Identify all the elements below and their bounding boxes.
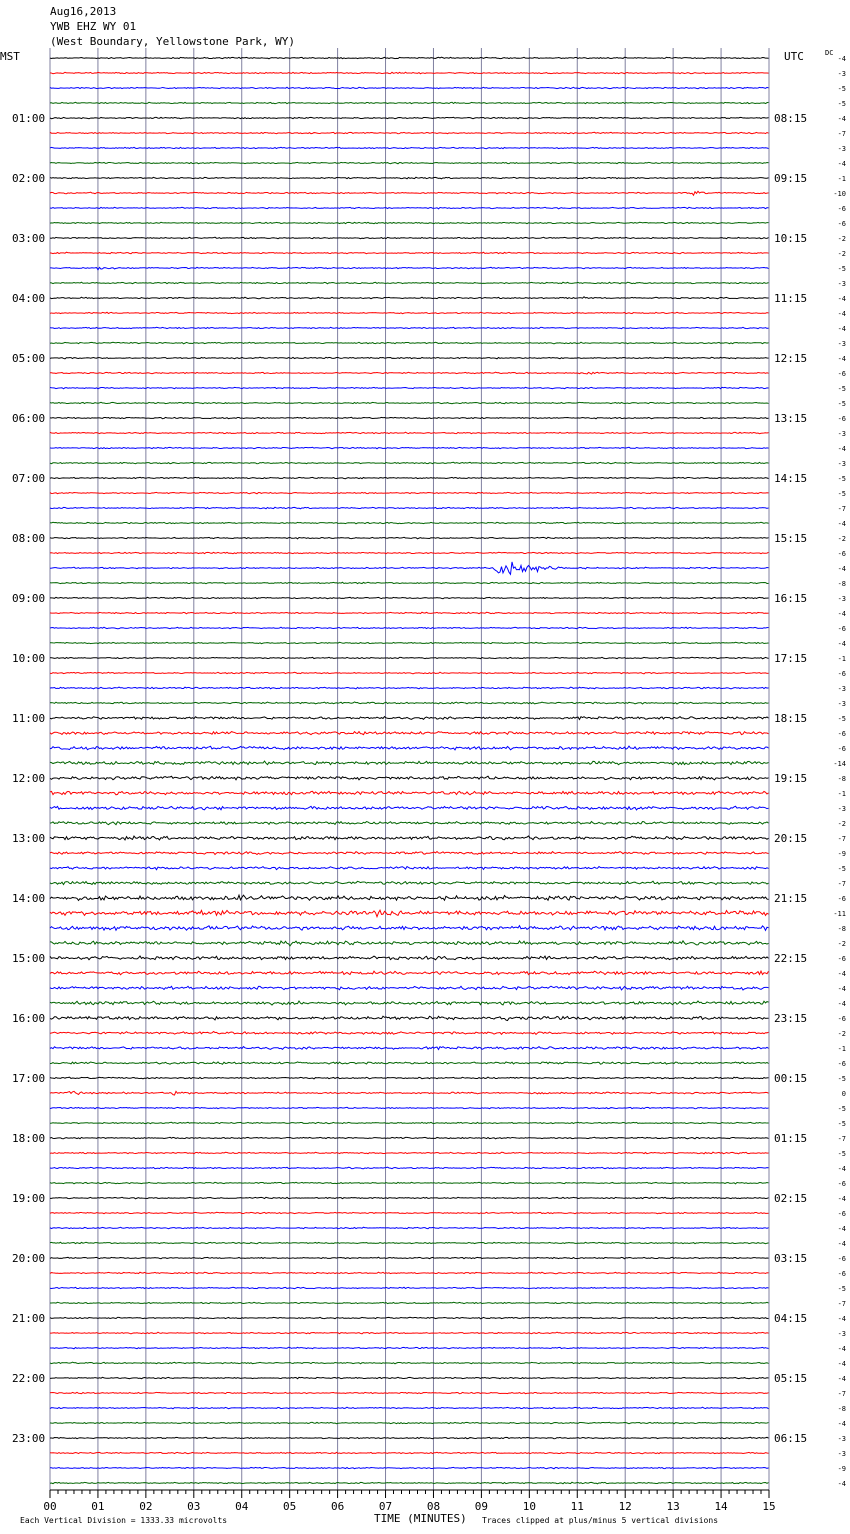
trace-line: [50, 102, 769, 103]
trace-line: [50, 867, 769, 870]
trace-line: [50, 1212, 769, 1214]
x-tick-label: 00: [43, 1500, 57, 1513]
dc-offset-label: -5: [837, 715, 846, 723]
trace-line: [50, 1001, 769, 1005]
trace-line: [50, 761, 769, 765]
left-hour-label: 19:00: [12, 1192, 46, 1205]
trace-line: [50, 612, 769, 614]
dc-offset-label: -3: [837, 70, 846, 78]
trace-line: [50, 1392, 769, 1393]
right-hour-label: 22:15: [774, 952, 808, 965]
x-tick-label: 15: [762, 1500, 776, 1513]
dc-offset-label: -8: [837, 580, 846, 588]
left-hour-label: 11:00: [12, 712, 46, 725]
dc-offset-label: -6: [837, 205, 846, 213]
trace-line: [50, 177, 769, 179]
right-hour-label: 06:15: [774, 1432, 808, 1445]
dc-offset-label: -5: [837, 1075, 846, 1083]
left-hour-label: 20:00: [12, 1252, 46, 1265]
dc-offset-label: -2: [837, 1030, 846, 1038]
trace-line: [50, 1016, 769, 1020]
right-hour-label: 20:15: [774, 832, 808, 845]
trace-line: [50, 117, 769, 118]
dc-offset-label: -5: [837, 385, 846, 393]
trace-line: [50, 732, 769, 735]
dc-offset-label: -5: [837, 1120, 846, 1128]
dc-offset-label: -4: [837, 970, 846, 978]
left-hour-label: 10:00: [12, 652, 46, 665]
trace-line: [50, 162, 769, 163]
trace-line: [50, 1062, 769, 1064]
trace-line: [50, 627, 769, 629]
dc-offset-label: -1: [837, 790, 846, 798]
trace-line: [50, 910, 769, 916]
trace-line: [50, 507, 769, 509]
left-hour-label: 05:00: [12, 352, 46, 365]
dc-offset-label: -2: [837, 235, 846, 243]
right-hour-label: 21:15: [774, 892, 808, 905]
dc-offset-label: -3: [837, 1435, 846, 1443]
dc-offset-label: -3: [837, 1330, 846, 1338]
right-hour-label: 04:15: [774, 1312, 808, 1325]
trace-line: [50, 1257, 769, 1258]
x-tick-label: 02: [139, 1500, 153, 1513]
dc-offset-label: -4: [837, 1420, 846, 1428]
trace-line: [50, 132, 769, 133]
left-hour-label: 12:00: [12, 772, 46, 785]
trace-line: [50, 1377, 769, 1378]
trace-line: [50, 687, 769, 689]
left-hour-label: 13:00: [12, 832, 46, 845]
dc-offset-label: -7: [837, 505, 846, 513]
trace-line: [50, 1242, 769, 1243]
dc-offset-label: -8: [837, 1405, 846, 1413]
dc-offset-label: -5: [837, 1105, 846, 1113]
dc-offset-label: -4: [837, 1195, 846, 1203]
dc-offset-label: -8: [837, 775, 846, 783]
dc-offset-label: -4: [837, 565, 846, 573]
dc-offset-label: -4: [837, 1375, 846, 1383]
right-hour-label: 08:15: [774, 112, 808, 125]
dc-offset-label: -4: [837, 445, 846, 453]
right-hour-label: 14:15: [774, 472, 808, 485]
dc-offset-label: -3: [837, 145, 846, 153]
mst-label: MST: [0, 50, 20, 63]
trace-line: [50, 702, 769, 704]
trace-line: [50, 342, 769, 344]
dc-offset-label: -4: [837, 1240, 846, 1248]
dc-offset-label: -6: [837, 1255, 846, 1263]
x-tick-label: 11: [570, 1500, 584, 1513]
trace-line: [50, 237, 769, 239]
trace-line: [50, 582, 769, 583]
left-hour-label: 23:00: [12, 1432, 46, 1445]
right-hour-label: 17:15: [774, 652, 808, 665]
trace-line: [50, 312, 769, 313]
right-hour-label: 02:15: [774, 1192, 808, 1205]
trace-line: [50, 207, 769, 209]
trace-line: [50, 822, 769, 825]
right-hour-label: 15:15: [774, 532, 808, 545]
dc-offset-label: -6: [837, 550, 846, 558]
left-hour-label: 08:00: [12, 532, 46, 545]
dc-offset-label: -2: [837, 940, 846, 948]
clip-note: Traces clipped at plus/minus 5 vertical divisions: [482, 1516, 719, 1525]
dc-offset-label: -3: [837, 805, 846, 813]
dc-offset-label: -6: [837, 745, 846, 753]
dc-offset-label: -14: [833, 760, 846, 768]
dc-offset-label: -4: [837, 640, 846, 648]
scale-note: Each Vertical Division = 1333.33 microvolts: [20, 1516, 228, 1525]
left-hour-label: 17:00: [12, 1072, 46, 1085]
dc-offset-label: -5: [837, 100, 846, 108]
trace-line: [50, 1452, 769, 1453]
trace-line: [50, 941, 769, 946]
trace-line: [50, 1047, 769, 1050]
trace-line: [50, 522, 769, 523]
trace-line: [50, 1422, 769, 1423]
trace-line: [50, 57, 769, 59]
dc-offset-label: -3: [837, 340, 846, 348]
trace-line: [50, 402, 769, 403]
dc-offset-label: -5: [837, 865, 846, 873]
trace-line: [50, 1317, 769, 1319]
trace-line: [50, 1182, 769, 1184]
dc-offset-label: -4: [837, 55, 846, 63]
right-hour-label: 05:15: [774, 1372, 808, 1385]
right-hour-label: 09:15: [774, 172, 808, 185]
dc-offset-label: -9: [837, 850, 846, 858]
trace-line: [50, 477, 769, 478]
left-hour-label: 01:00: [12, 112, 46, 125]
trace-line: [50, 267, 769, 269]
header-location: (West Boundary, Yellowstone Park, WY): [50, 35, 296, 48]
dc-offset-label: -5: [837, 85, 846, 93]
trace-line: [50, 462, 769, 463]
trace-line: [50, 492, 769, 493]
trace-line: [50, 252, 769, 253]
dc-offset-label: -5: [837, 265, 846, 273]
trace-line: [50, 1272, 769, 1274]
dc-offset-label: -3: [837, 595, 846, 603]
trace-line: [50, 986, 769, 990]
trace-line: [50, 1287, 769, 1288]
left-hour-label: 15:00: [12, 952, 46, 965]
right-hour-label: 16:15: [774, 592, 808, 605]
x-tick-label: 13: [666, 1500, 680, 1513]
seismic-traces: [50, 57, 769, 1484]
dc-offset-label: -5: [837, 1285, 846, 1293]
dc-offset-label: -6: [837, 895, 846, 903]
trace-line: [50, 895, 769, 900]
trace-line: [50, 1077, 769, 1079]
dc-offset-label: -6: [837, 1060, 846, 1068]
trace-line: [50, 372, 769, 374]
dc-offset-label: -1: [837, 655, 846, 663]
trace-line: [50, 1107, 769, 1108]
dc-offset-label: -4: [837, 610, 846, 618]
right-hour-label: 23:15: [774, 1012, 808, 1025]
trace-line: [50, 852, 769, 855]
trace-line: [50, 836, 769, 840]
dc-offset-label: -6: [837, 220, 846, 228]
right-hour-label: 10:15: [774, 232, 808, 245]
trace-line: [50, 537, 769, 539]
dc-offset-label: -2: [837, 535, 846, 543]
left-hour-label: 18:00: [12, 1132, 46, 1145]
dc-offset-label: -7: [837, 1300, 846, 1308]
right-hour-label: 11:15: [774, 292, 808, 305]
dc-offset-label: 0: [841, 1090, 846, 1098]
trace-line: [50, 597, 769, 598]
dc-offset-label: -6: [837, 625, 846, 633]
dc-offset-label: -4: [837, 520, 846, 528]
dc-offset-label: -7: [837, 835, 846, 843]
dc-offset-label: -6: [837, 415, 846, 423]
trace-line: [50, 357, 769, 359]
trace-line: [50, 1482, 769, 1484]
dc-offset-label: -6: [837, 1015, 846, 1023]
trace-line: [50, 1302, 769, 1303]
dc-offset-label: -4: [837, 1315, 846, 1323]
left-hour-label: 02:00: [12, 172, 46, 185]
dc-offset-label: -5: [837, 475, 846, 483]
trace-line: [50, 926, 769, 931]
dc-offset-label: -4: [837, 325, 846, 333]
trace-line: [50, 881, 769, 884]
left-hour-label: 07:00: [12, 472, 46, 485]
dc-offset-label: -5: [837, 1150, 846, 1158]
x-tick-label: 06: [330, 1500, 345, 1513]
dc-offset-label: -4: [837, 160, 846, 168]
right-hour-label: 19:15: [774, 772, 808, 785]
left-hour-label: 14:00: [12, 892, 46, 905]
dc-offset-label: -6: [837, 1180, 846, 1188]
dc-offset-label: -4: [837, 115, 846, 123]
right-hour-label: 18:15: [774, 712, 808, 725]
dc-offset-label: -6: [837, 955, 846, 963]
trace-line: [50, 1227, 769, 1228]
trace-line: [50, 657, 769, 659]
dc-offset-label: -10: [833, 190, 846, 198]
left-hour-label: 03:00: [12, 232, 46, 245]
header-date: Aug16,2013: [50, 5, 117, 18]
dc-offset-label: -1: [837, 1045, 846, 1053]
right-hour-label: 03:15: [774, 1252, 808, 1265]
trace-line: [50, 72, 769, 73]
trace-line: [50, 87, 769, 88]
trace-line: [50, 387, 769, 388]
dc-offset-label: -7: [837, 1390, 846, 1398]
x-tick-label: 09: [474, 1500, 489, 1513]
dc-offset-label: -3: [837, 430, 846, 438]
dc-offset-label: -8: [837, 925, 846, 933]
x-tick-label: 04: [235, 1500, 249, 1513]
utc-label: UTC: [784, 50, 804, 63]
left-hour-label: 21:00: [12, 1312, 46, 1325]
dc-offset-label: -9: [837, 1465, 846, 1473]
x-tick-label: 01: [91, 1500, 105, 1513]
x-tick-label: 10: [522, 1500, 536, 1513]
dc-offset-label: -4: [837, 355, 846, 363]
trace-line: [50, 971, 769, 975]
dc-offset-label: -6: [837, 1270, 846, 1278]
trace-line: [50, 1197, 769, 1199]
dc-offset-label: -2: [837, 820, 846, 828]
trace-line: [50, 191, 769, 195]
right-hour-label: 13:15: [774, 412, 808, 425]
trace-line: [50, 417, 769, 418]
dc-offset-label: -4: [837, 1165, 846, 1173]
dc-offset-label: -3: [837, 460, 846, 468]
trace-line: [50, 956, 769, 960]
trace-line: [50, 1347, 769, 1348]
trace-line: [50, 776, 769, 780]
trace-line: [50, 297, 769, 299]
x-tick-label: 14: [714, 1500, 728, 1513]
left-hour-label: 16:00: [12, 1012, 46, 1025]
trace-line: [50, 222, 769, 223]
trace-line: [50, 1122, 769, 1123]
dc-offset-label: -5: [837, 490, 846, 498]
x-tick-label: 03: [187, 1500, 201, 1513]
dc-offset-label: -3: [837, 685, 846, 693]
trace-line: [50, 1407, 769, 1409]
dc-label: DC: [825, 49, 834, 57]
trace-line: [50, 791, 769, 795]
left-hour-label: 22:00: [12, 1372, 46, 1385]
dc-offset-label: -3: [837, 700, 846, 708]
dc-offset-label: -5: [837, 400, 846, 408]
left-hour-label: 04:00: [12, 292, 46, 305]
x-tick-label: 08: [426, 1500, 441, 1513]
dc-offset-label: -4: [837, 1345, 846, 1353]
dc-offset-label: -11: [833, 910, 846, 918]
trace-line: [50, 562, 769, 574]
dc-offset-label: -7: [837, 1135, 846, 1143]
dc-offset-label: -7: [837, 130, 846, 138]
trace-line: [50, 327, 769, 328]
dc-offset-label: -2: [837, 250, 846, 258]
left-hour-label: 09:00: [12, 592, 46, 605]
trace-line: [50, 1091, 769, 1095]
trace-line: [50, 447, 769, 448]
trace-line: [50, 672, 769, 674]
dc-offset-label: -6: [837, 1210, 846, 1218]
trace-line: [50, 1332, 769, 1334]
dc-offset-label: -4: [837, 1225, 846, 1233]
dc-offset-label: -4: [837, 310, 846, 318]
trace-line: [50, 432, 769, 433]
trace-line: [50, 1032, 769, 1035]
right-hour-label: 01:15: [774, 1132, 808, 1145]
dc-offset-label: -1: [837, 175, 846, 183]
dc-offset-label: -4: [837, 1480, 846, 1488]
right-hour-label: 00:15: [774, 1072, 808, 1085]
trace-line: [50, 282, 769, 283]
header-station: YWB EHZ WY 01: [50, 20, 137, 33]
trace-line: [50, 147, 769, 148]
x-tick-label: 12: [618, 1500, 632, 1513]
trace-line: [50, 1467, 769, 1468]
dc-offset-label: -6: [837, 370, 846, 378]
x-tick-label: 05: [283, 1500, 297, 1513]
x-tick-label: 07: [378, 1500, 393, 1513]
dc-offset-label: -6: [837, 670, 846, 678]
trace-line: [50, 642, 769, 643]
dc-offset-label: -4: [837, 295, 846, 303]
dc-offset-label: -7: [837, 880, 846, 888]
trace-line: [50, 1362, 769, 1364]
right-hour-label: 12:15: [774, 352, 808, 365]
trace-line: [50, 1437, 769, 1438]
dc-offset-label: -4: [837, 985, 846, 993]
trace-line: [50, 806, 769, 810]
left-hour-label: 06:00: [12, 412, 46, 425]
trace-line: [50, 1137, 769, 1139]
trace-line: [50, 552, 769, 553]
trace-line: [50, 1152, 769, 1154]
dc-offset-label: -3: [837, 1450, 846, 1458]
dc-offset-label: -3: [837, 280, 846, 288]
dc-offset-label: -4: [837, 1000, 846, 1008]
trace-line: [50, 717, 769, 720]
trace-line: [50, 746, 769, 750]
trace-line: [50, 1167, 769, 1169]
dc-offset-label: -6: [837, 730, 846, 738]
x-axis-title: TIME (MINUTES): [374, 1512, 467, 1525]
dc-offset-label: -4: [837, 1360, 846, 1368]
